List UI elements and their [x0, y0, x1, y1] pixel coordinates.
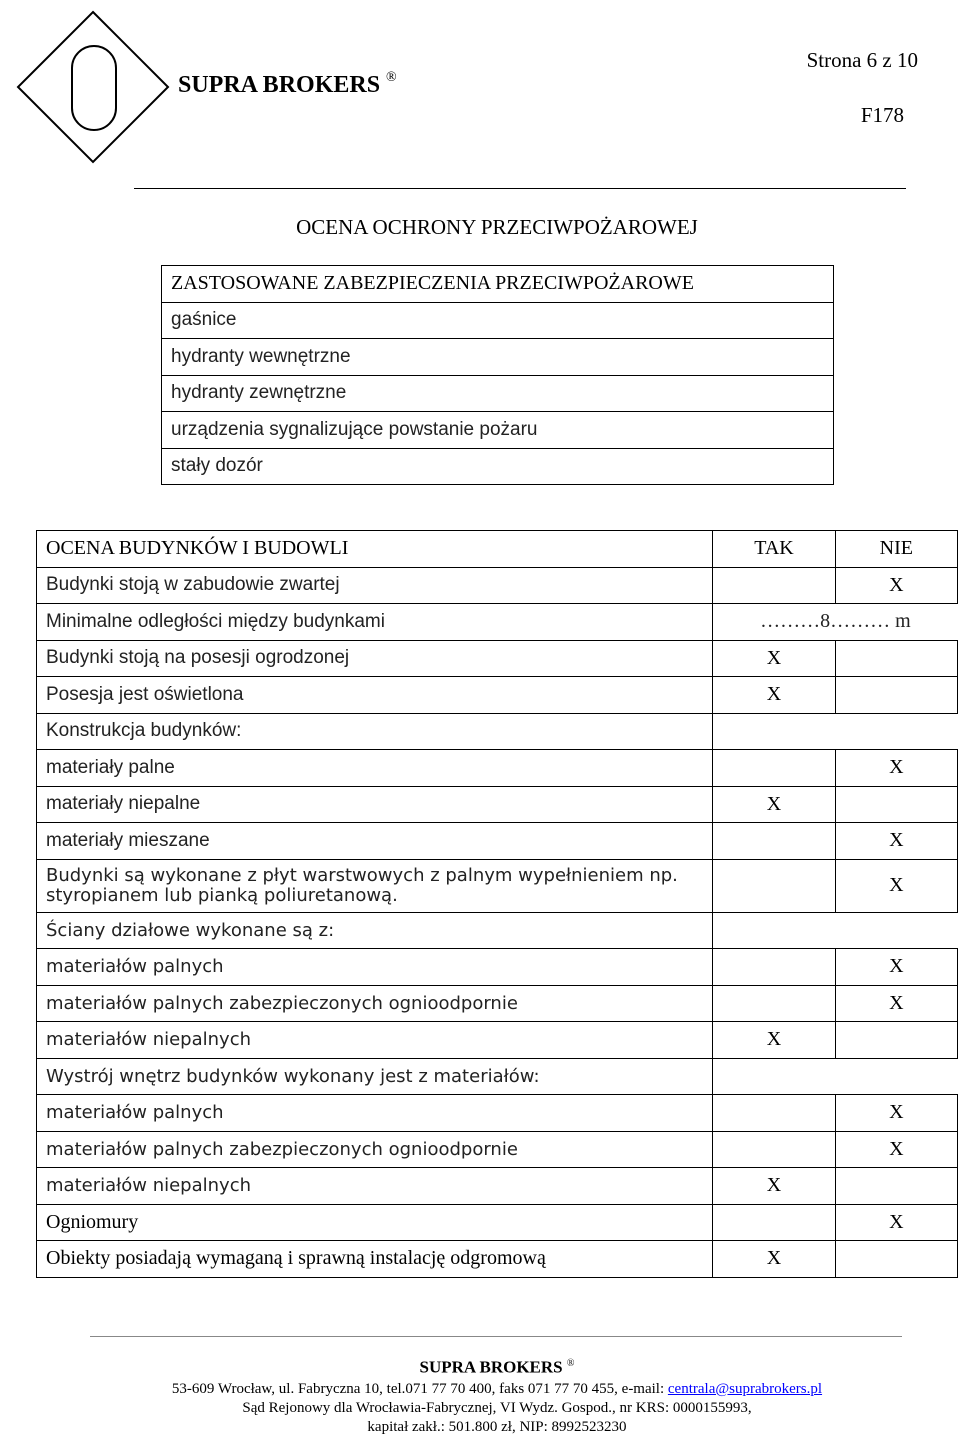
fire-protection-item: hydranty zewnętrzne	[162, 375, 834, 412]
footer-address: 53-609 Wrocław, ul. Fabryczna 10, tel.071 77 70 400, faks 071 77 70 455, e-mail: centrala@suprabrokers.pl	[171, 1380, 823, 1397]
document-title: OCENA OCHRONY PRZECIWPOŻAROWEJ	[296, 215, 698, 239]
table-row: materiałów palnych zabezpieczonych ognioodpornie X	[37, 1131, 958, 1168]
table-row: materiały palne X	[37, 750, 958, 787]
table-row: materiałów palnych X	[37, 1095, 958, 1132]
table-row: materiały mieszane X	[37, 823, 958, 860]
section-row: Wystrój wnętrz budynków wykonany jest z materiałów:	[37, 1058, 958, 1095]
distance-value: ………8……… m	[760, 610, 911, 633]
page-number: Strona 6 z 10	[806, 48, 918, 72]
table-row: Budynki stoją w zabudowie zwartej X	[37, 567, 958, 604]
table-row: materiałów niepalnych X	[37, 1022, 958, 1059]
building-assessment-heading: OCENA BUDYNKÓW I BUDOWLI	[37, 531, 713, 568]
fire-protection-table	[161, 265, 834, 485]
table-row: Ogniomury X	[37, 1204, 958, 1241]
table-row: Posesja jest oświetlona X	[37, 677, 958, 714]
table-row: materiały niepalne X	[37, 786, 958, 823]
table-row: Budynki są wykonane z płyt warstwowych z palnym wypełnieniem np. styropianem lub pianką poliuretanową. X	[37, 859, 958, 912]
header-divider	[134, 188, 906, 189]
section-row: Konstrukcja budynków:	[37, 713, 958, 750]
column-yes: TAK	[713, 531, 835, 568]
fire-protection-item: hydranty wewnętrzne	[162, 339, 834, 376]
form-code: F178	[860, 103, 904, 127]
table-row: materiałów palnych X	[37, 949, 958, 986]
fire-protection-heading: ZASTOSOWANE ZABEZPIECZENIA PRZECIWPOŻAROWE	[162, 266, 834, 303]
table-row: materiałów palnych zabezpieczonych ognioodpornie X	[37, 985, 958, 1022]
footer-divider	[90, 1336, 902, 1337]
section-row: Ściany działowe wykonane są z:	[37, 912, 958, 949]
table-row: Budynki stoją na posesji ogrodzonej X	[37, 640, 958, 677]
fire-protection-item: stały dozór	[162, 448, 834, 485]
fire-protection-item: urządzenia sygnalizujące powstanie pożaru	[162, 412, 834, 449]
footer-email-link[interactable]: centrala@suprabrokers.pl	[667, 1380, 823, 1397]
fire-protection-item: gaśnice	[162, 302, 834, 339]
table-row: materiałów niepalnych X	[37, 1168, 958, 1205]
footer	[0, 1352, 960, 1437]
building-assessment-table	[36, 530, 958, 1278]
table-row: Minimalne odległości między budynkami ………8……… m	[37, 604, 958, 641]
column-no: NIE	[835, 531, 957, 568]
footer-court: Sąd Rejonowy dla Wrocławia-Fabrycznej, VI Wydz. Gospod., nr KRS: 0000155993,	[242, 1399, 752, 1416]
company-logo	[14, 8, 172, 166]
brand-name: SUPRA BROKERS ®	[178, 70, 397, 98]
footer-capital: kapitał zakł.: 501.800 zł, NIP: 8992523230	[367, 1418, 627, 1435]
footer-brand: SUPRA BROKERS ®	[419, 1357, 575, 1377]
table-row: Obiekty posiadają wymaganą i sprawną instalację odgromową X	[37, 1241, 958, 1278]
